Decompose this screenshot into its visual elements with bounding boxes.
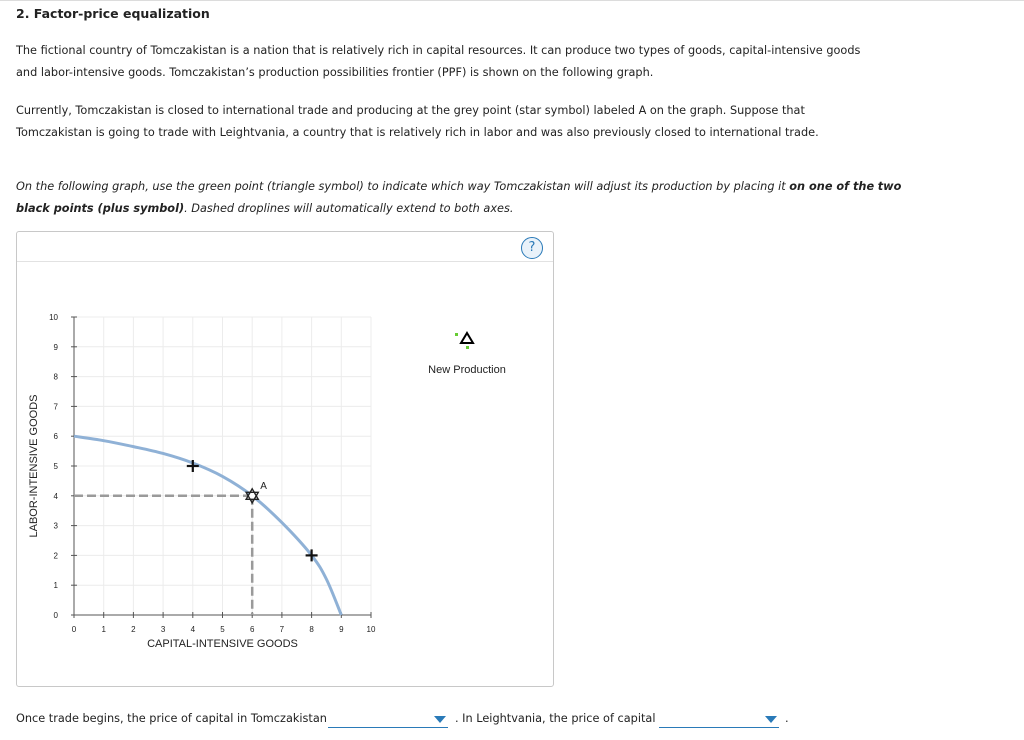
x-tick-label: 1	[101, 625, 106, 634]
top-divider	[0, 0, 1024, 1]
answer-end: .	[785, 712, 789, 725]
legend-label: New Production	[428, 364, 506, 376]
x-tick-label: 0	[71, 625, 77, 634]
tick-labels	[49, 313, 376, 634]
instruction-text-a: On the following graph, use the green point (triangle symbol) to indicate which way Tomczakistan will adjust its production by placing it	[16, 180, 790, 193]
green-dot-icon	[466, 346, 469, 349]
y-tick-label: 2	[53, 551, 58, 561]
x-tick-label: 7	[279, 625, 285, 634]
x-tick-label: 10	[366, 625, 376, 634]
y-tick-label: 1	[53, 581, 58, 591]
intro-line-1: The fictional country of Tomczakistan is a nation that is relatively rich in capital resources. It can produce two types of goods, capital-intensive goods	[16, 44, 861, 57]
y-tick-label: 0	[53, 611, 58, 620]
triangle-icon[interactable]	[461, 333, 473, 343]
scenario-line-2: Tomczakistan is going to trade with Leightvania, a country that is relatively rich in labor and was also previously closed to international trade.	[16, 126, 819, 139]
help-icon[interactable]: ?	[521, 237, 543, 259]
graph-panel	[16, 231, 554, 687]
y-tick-label: 4	[53, 491, 58, 501]
x-tick-label: 3	[160, 625, 166, 634]
dropdown-arrow-icon	[434, 716, 446, 723]
instruction-text-b: . Dashed droplines will automatically extend to both axes.	[184, 202, 514, 215]
answer-sentence-1: Once trade begins, the price of capital in Tomczakistan	[16, 712, 327, 725]
y-tick-label: 5	[53, 462, 58, 471]
intro-paragraph	[16, 40, 906, 84]
y-tick-label: 9	[53, 342, 58, 352]
scenario-line-1: Currently, Tomczakistan is closed to international trade and producing at the grey point (star symbol) labeled A on the graph. Suppose that	[16, 104, 805, 117]
x-tick-label: 5	[220, 625, 225, 634]
y-tick-label: 6	[53, 432, 58, 442]
ppf-chart	[17, 232, 553, 686]
y-axis-label: LABOR-INTENSIVE GOODS	[28, 394, 40, 538]
grid-lines	[74, 317, 371, 615]
price-capital-tomczakistan-dropdown[interactable]	[328, 711, 448, 728]
instruction-bold-1: on one of the	[789, 180, 875, 193]
legend-new-production[interactable]	[428, 333, 506, 376]
instruction-bold-2: two black points (plus symbol)	[16, 180, 902, 215]
dropdown-arrow-icon	[765, 716, 777, 723]
y-tick-label: 8	[53, 372, 58, 382]
x-tick-label: 8	[309, 625, 314, 634]
question-title: 2. Factor-price equalization	[16, 6, 210, 21]
point-a-label: A	[260, 480, 267, 492]
price-capital-leightvania-dropdown[interactable]	[659, 711, 779, 728]
x-tick-label: 6	[249, 625, 255, 634]
y-tick-label: 10	[49, 313, 58, 322]
x-tick-label: 4	[190, 625, 196, 634]
y-tick-label: 7	[53, 402, 58, 412]
axes	[71, 317, 371, 618]
green-dot-icon	[455, 333, 458, 336]
scenario-paragraph	[16, 100, 906, 144]
x-tick-label: 2	[131, 625, 136, 634]
instruction-paragraph	[16, 176, 906, 220]
x-tick-label: 9	[339, 625, 344, 634]
x-axis-label: CAPITAL-INTENSIVE GOODS	[147, 638, 298, 650]
answer-sentence-2: . In Leightvania, the price of capital	[455, 712, 656, 725]
y-tick-label: 3	[53, 521, 58, 531]
intro-line-2: and labor-intensive goods. Tomczakistan’s production possibilities frontier (PPF) is shown on the following graph.	[16, 66, 654, 79]
